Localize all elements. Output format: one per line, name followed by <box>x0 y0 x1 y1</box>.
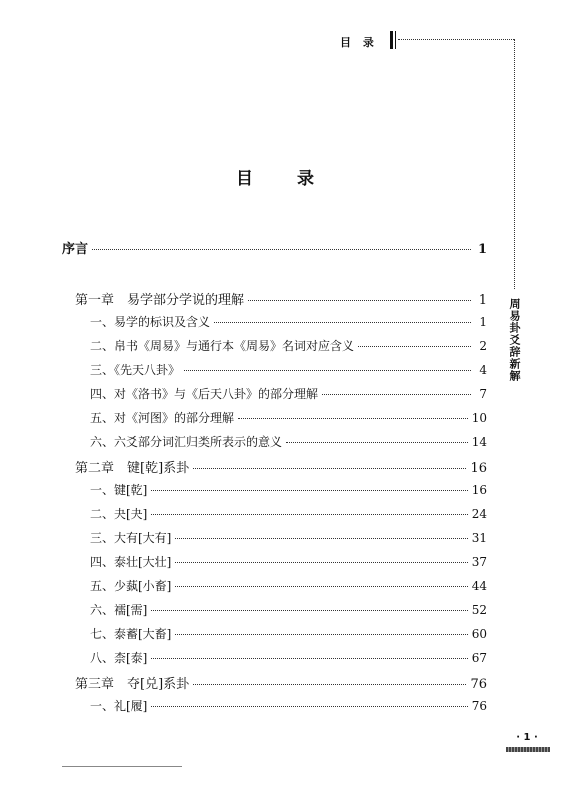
toc-entry-section[interactable] <box>90 313 487 333</box>
toc-page-number: 24 <box>471 507 487 521</box>
toc-leader <box>151 610 467 611</box>
toc-page-number: 7 <box>479 387 487 401</box>
toc-entry-section[interactable] <box>90 553 487 573</box>
toc-leader <box>193 468 466 469</box>
toc-label: 四、泰壮[大壮] <box>90 555 172 569</box>
toc-label: 三、《先天八卦》 <box>90 363 181 377</box>
toc-leader <box>175 562 467 563</box>
toc-entry-section[interactable] <box>90 649 487 669</box>
toc-leader <box>92 249 471 250</box>
toc-page-number: 31 <box>471 531 487 545</box>
toc-page-number: 76 <box>470 677 487 692</box>
toc-leader <box>175 586 467 587</box>
toc-entry-chapter-2[interactable] <box>75 457 487 477</box>
toc-label: 五、少蓺[小畜] <box>90 579 172 593</box>
toc-page-number: 37 <box>471 555 487 569</box>
page-number: · 1 · <box>516 732 538 743</box>
toc-label: 四、对《洛书》与《后天八卦》的部分理解 <box>90 387 319 401</box>
toc-label: 二、帛书《周易》与通行本《周易》名词对应含义 <box>90 339 355 353</box>
running-header: 目 录 <box>340 36 378 49</box>
toc-page-number: 1 <box>477 242 487 257</box>
toc-page-number: 1 <box>479 315 487 329</box>
toc-leader <box>175 538 467 539</box>
toc-page-number: 14 <box>471 435 487 449</box>
book-title-vertical: 周易卦爻辞新解 <box>508 298 521 382</box>
footer-decoration <box>506 747 550 752</box>
toc-leader <box>358 346 471 347</box>
toc-page-number: 16 <box>470 461 487 476</box>
toc-label: 第三章 夺[兑]系卦 <box>75 677 190 692</box>
toc-leader <box>151 490 467 491</box>
toc-leader <box>286 442 468 443</box>
toc-page-number: 76 <box>471 699 487 713</box>
page-title: 目录 <box>236 169 358 189</box>
toc-page-number: 60 <box>471 627 487 641</box>
toc-label: 第一章 易学部分学说的理解 <box>75 293 245 308</box>
toc-entry-chapter-1[interactable] <box>75 289 487 309</box>
toc-entry-chapter-3[interactable] <box>75 673 487 693</box>
toc-label: 序言 <box>62 242 89 257</box>
toc-entry-section[interactable] <box>90 385 487 405</box>
toc-label: 二、夬[夬] <box>90 507 148 521</box>
toc-page-number: 4 <box>479 363 487 377</box>
toc-label: 七、泰蓄[大畜] <box>90 627 172 641</box>
toc-entry-section[interactable] <box>90 601 487 621</box>
toc-leader <box>193 684 466 685</box>
toc-label: 一、易学的标识及含义 <box>90 315 211 329</box>
toc-page-number: 67 <box>471 651 487 665</box>
toc-page-number: 44 <box>471 579 487 593</box>
toc-leader <box>151 706 467 707</box>
toc-page-number: 2 <box>479 339 487 353</box>
toc-leader <box>214 322 471 323</box>
toc-label: 一、礼[履] <box>90 699 148 713</box>
toc-entry-section[interactable] <box>90 625 487 645</box>
toc-page-number: 16 <box>471 483 487 497</box>
toc-label: 一、键[乾] <box>90 483 148 497</box>
toc-entry-preface[interactable] <box>62 238 487 258</box>
toc-leader <box>151 658 467 659</box>
toc-label: 三、大有[大有] <box>90 531 172 545</box>
toc-entry-section[interactable] <box>90 505 487 525</box>
toc-entry-section[interactable] <box>90 481 487 501</box>
toc-page-number: 52 <box>471 603 487 617</box>
toc-entry-section[interactable] <box>90 697 487 717</box>
toc-entry-section[interactable] <box>90 529 487 549</box>
toc-label: 六、六爻部分词汇归类所表示的意义 <box>90 435 283 449</box>
toc-label: 八、柰[泰] <box>90 651 148 665</box>
toc-page-number: 10 <box>471 411 487 425</box>
bottom-rule <box>62 766 182 767</box>
toc-entry-section[interactable] <box>90 409 487 429</box>
toc-entry-section[interactable] <box>90 337 487 357</box>
toc-entry-section[interactable] <box>90 433 487 453</box>
toc-page-number: 1 <box>478 293 487 308</box>
toc-label: 六、襦[需] <box>90 603 148 617</box>
toc-leader <box>322 394 471 395</box>
toc-leader <box>151 514 467 515</box>
toc-entry-section[interactable] <box>90 361 487 381</box>
toc-leader <box>184 370 471 371</box>
toc-entry-section[interactable] <box>90 577 487 597</box>
toc-label: 第二章 键[乾]系卦 <box>75 461 190 476</box>
toc-label: 五、对《河图》的部分理解 <box>90 411 235 425</box>
toc-leader <box>175 634 467 635</box>
toc-leader <box>238 418 468 419</box>
toc-leader <box>248 300 471 301</box>
